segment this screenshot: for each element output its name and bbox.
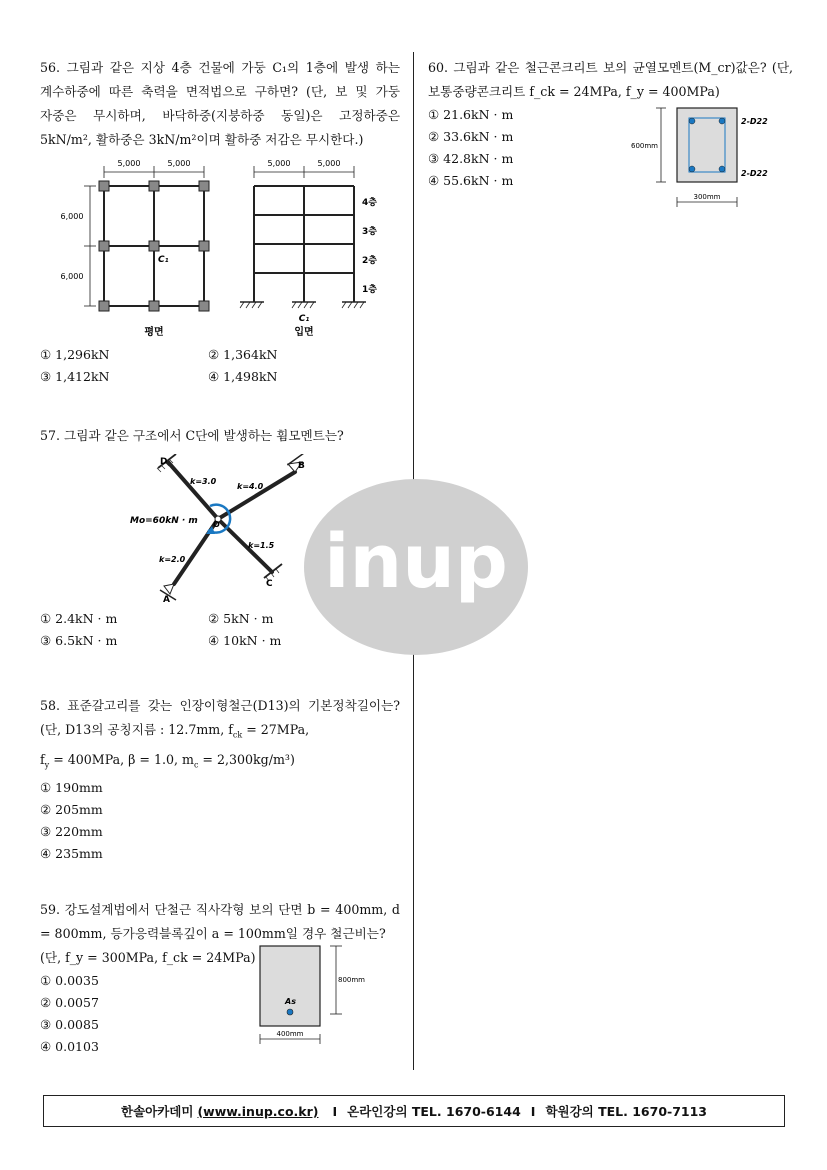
q56-option-1[interactable]: ① 1,296kN xyxy=(40,347,110,362)
q56-options xyxy=(40,344,400,388)
q57-option-2[interactable]: ② 5kN · m xyxy=(208,611,274,626)
q58-line1: 58. 표준갈고리를 갖는 인장이형철근(D13)의 기본정착길이는? (단, D13의 공칭지름 : 12.7mm, f xyxy=(40,698,400,737)
q58-sub-c: c xyxy=(193,760,199,770)
q56-elevation xyxy=(240,166,366,308)
q58-sub-ck: ck xyxy=(232,730,243,740)
question-57 xyxy=(40,424,400,652)
q57-k-ob: k=4.0 xyxy=(237,482,264,491)
q60-height-label: 600mm xyxy=(631,142,658,150)
q57-options xyxy=(40,608,400,652)
q60-option-1[interactable]: ① 21.6kN · m xyxy=(428,107,514,122)
q56-elev-dim1: 5,000 xyxy=(267,159,291,168)
question-56-text: 56. 그림과 같은 지상 4층 건물에 가둥 C₁의 1층에 발생 하는 계수하중에 따른 축력을 면적법으로 구하면? (단, 보 및 가둥 자중은 무시하며, 바닥하중(지붕하중 동일)은 고정하중은 5kN/m², 활하중은 3kN/m²이며 활하중 저감은 무시한다.) xyxy=(40,60,400,147)
q56-option-3[interactable]: ③ 1,412kN xyxy=(40,369,110,384)
q58-option-4[interactable]: ④ 235mm xyxy=(40,846,103,862)
q59-height-label: 800mm xyxy=(338,976,365,984)
q58-sub-y: y xyxy=(44,760,50,770)
q60-option-4[interactable]: ④ 55.6kN · m xyxy=(428,173,514,188)
q56-option-2[interactable]: ② 1,364kN xyxy=(208,347,278,362)
footer-separator-1: I xyxy=(332,1103,338,1119)
q60-width-label: 300mm xyxy=(693,193,721,201)
q57-figure xyxy=(40,454,400,606)
q56-floor-3: 3층 xyxy=(362,227,377,237)
q59-width-label: 400mm xyxy=(276,1030,304,1038)
q57-node-a: A xyxy=(163,595,170,605)
q57-option-3[interactable]: ③ 6.5kN · m xyxy=(40,633,118,648)
q56-floor-4: 4층 xyxy=(362,198,377,208)
q56-floor-1: 1층 xyxy=(362,285,377,295)
q60-bot-bars: 2-D22 xyxy=(741,169,768,178)
watermark-text: inup xyxy=(324,519,508,605)
q58-option-2[interactable]: ② 205mm xyxy=(40,802,103,818)
q56-dim-v2: 6,000 xyxy=(60,272,84,281)
footer-offline-tel: 학원강의 TEL. 1670-7113 xyxy=(545,1104,707,1119)
footer-url-link[interactable]: (www.inup.co.kr) xyxy=(197,1103,319,1119)
q56-elev-dim2: 5,000 xyxy=(317,159,341,168)
question-59 xyxy=(40,898,400,1060)
question-60 xyxy=(428,56,793,224)
question-59-text: 59. 강도설계법에서 단철근 직사각형 보의 단면 b = 400mm, d = 800mm, 등가응력블록깊이 a = 100mm일 경우 철근비는? xyxy=(40,902,400,941)
q58-line1c: = 27MPa, xyxy=(242,722,310,737)
q57-moment-label: Mo=60kN · m xyxy=(130,516,198,526)
q60-figure xyxy=(613,104,793,214)
q57-node-d: D xyxy=(160,457,168,467)
q58-line2e: = 2,300kg/m³) xyxy=(198,751,295,767)
q60-option-2[interactable]: ② 33.6kN · m xyxy=(428,129,514,144)
q59-as-label: As xyxy=(285,997,296,1006)
q56-elev-col-label: C₁ xyxy=(298,314,310,324)
q56-option-4[interactable]: ④ 1,498kN xyxy=(208,369,278,384)
q56-dim-h2: 5,000 xyxy=(167,159,191,168)
question-58-text xyxy=(40,694,400,777)
footer-academy: 한솔아카데미 xyxy=(121,1104,194,1119)
q58-option-3[interactable]: ③ 220mm xyxy=(40,824,103,840)
q56-figure xyxy=(40,154,400,344)
q57-node-o: O xyxy=(213,520,220,529)
q59-option-3[interactable]: ③ 0.0085 xyxy=(40,1017,99,1032)
question-60-text: 60. 그림과 같은 철근콘크리트 보의 균열모멘트(M_cr)값은? (단, 보통중량콘크리트 f_ck = 24MPa, f_y = 400MPa) xyxy=(428,60,793,99)
q56-plan-label: 평면 xyxy=(144,327,164,338)
q57-node-c: C xyxy=(266,579,273,589)
footer-online-tel: 온라인강의 TEL. 1670-6144 xyxy=(347,1104,521,1119)
q57-option-1[interactable]: ① 2.4kN · m xyxy=(40,611,118,626)
q56-col-label: C₁ xyxy=(158,255,169,265)
q56-floor-2: 2층 xyxy=(362,256,377,266)
q59-option-2[interactable]: ② 0.0057 xyxy=(40,995,99,1010)
q59-figure xyxy=(252,944,402,1056)
q57-k-oa: k=2.0 xyxy=(159,555,186,564)
q57-node-b: B xyxy=(298,461,305,471)
q56-dim-v1: 6,000 xyxy=(60,212,84,221)
footer-separator-2: I xyxy=(530,1103,536,1119)
question-59-cond: (단, f_y = 300MPa, f_ck = 24MPa) xyxy=(40,950,256,965)
q58-line2c: = 400MPa, β = 1.0, m xyxy=(49,751,194,767)
q59-option-1[interactable]: ① 0.0035 xyxy=(40,973,99,988)
q57-k-od: k=3.0 xyxy=(190,477,217,486)
question-57-text: 57. 그림과 같은 구조에서 C단에 발생하는 휨모멘트는? xyxy=(40,428,344,443)
q57-k-oc: k=1.5 xyxy=(248,541,275,550)
question-58 xyxy=(40,694,400,865)
q59-option-4[interactable]: ④ 0.0103 xyxy=(40,1039,99,1054)
q56-dim-h1: 5,000 xyxy=(117,159,141,168)
q58-option-1[interactable]: ① 190mm xyxy=(40,780,103,796)
q60-option-3[interactable]: ③ 42.8kN · m xyxy=(428,151,514,166)
q60-top-bars: 2-D22 xyxy=(741,117,768,126)
question-56 xyxy=(40,56,400,388)
q56-elev-label: 입면 xyxy=(294,327,314,338)
q58-line2: f xyxy=(40,751,45,767)
page-footer xyxy=(43,1095,785,1127)
q57-option-4[interactable]: ④ 10kN · m xyxy=(208,633,282,648)
